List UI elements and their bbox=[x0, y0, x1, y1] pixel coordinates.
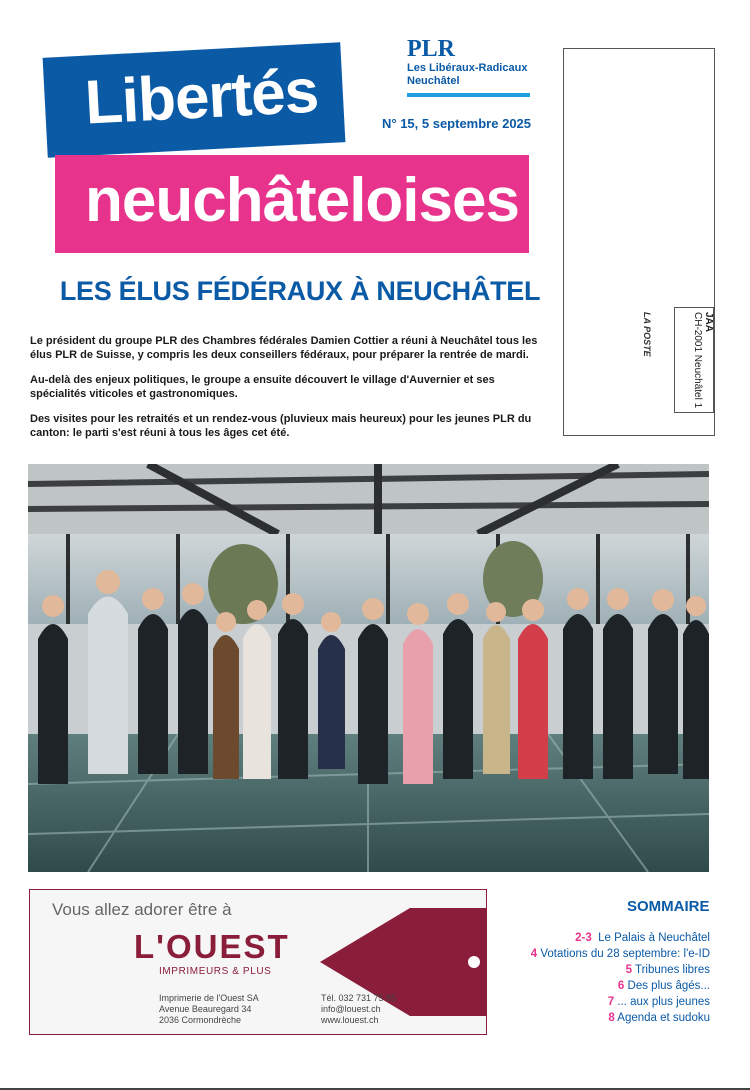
sommaire-list bbox=[500, 930, 710, 1026]
sommaire-item[interactable] bbox=[500, 1010, 710, 1026]
sommaire-label: Tribunes libres bbox=[635, 964, 710, 976]
sommaire-page: 2-3 bbox=[575, 932, 592, 944]
ad-phone: Tél. 032 731 75 85 bbox=[321, 993, 397, 1003]
ad-tagline: Vous allez adorer être à bbox=[52, 900, 232, 919]
ad-contact bbox=[321, 993, 396, 1026]
headline: LES ÉLUS FÉDÉRAUX À NEUCHÂTEL bbox=[59, 276, 541, 306]
issue-number: N° 15, 5 septembre 2025 bbox=[382, 116, 532, 131]
ad-brand: L'OUEST bbox=[134, 928, 290, 965]
sommaire-label: ... aux plus jeunes bbox=[617, 996, 710, 1008]
postage-code: JAA bbox=[703, 312, 714, 333]
la-poste-logo: LA POSTE bbox=[642, 312, 652, 357]
title-line2: neuchâteloises bbox=[85, 166, 519, 235]
paragraph-1: Le président du groupe PLR des Chambres fédérales Damien Cottier a réuni à Neuchâtel tous les élus PLR de Suisse, y compris les deux conseillers fédéraux, pour préparer la rentrée de mardi. bbox=[30, 335, 538, 361]
sommaire-item[interactable] bbox=[500, 946, 710, 962]
party-short: PLR bbox=[407, 36, 455, 62]
postage-office: CH-2001 Neuchâtel 1 bbox=[692, 312, 703, 409]
ad-address-line: Avenue Beauregard 34 bbox=[159, 1004, 252, 1014]
group-photo bbox=[28, 464, 709, 872]
sommaire-page: 8 bbox=[608, 1012, 615, 1024]
party-logo bbox=[407, 36, 532, 97]
sommaire-item[interactable] bbox=[500, 994, 710, 1010]
sommaire-page: 7 bbox=[607, 996, 615, 1008]
sommaire-label: Des plus âgés... bbox=[627, 980, 710, 992]
ad-address-line: 2036 Cormondrèche bbox=[159, 1015, 242, 1025]
party-name-line2: Neuchâtel bbox=[407, 75, 460, 87]
ad-website[interactable]: www.louest.ch bbox=[321, 1015, 379, 1025]
sommaire-page: 5 bbox=[625, 964, 632, 976]
group-photo-illustration bbox=[28, 464, 709, 872]
sommaire-title: SOMMAIRE bbox=[627, 898, 710, 915]
title-banner-pink bbox=[55, 155, 529, 253]
sommaire-page: 4 bbox=[530, 948, 538, 960]
sommaire-label: Le Palais à Neuchâtel bbox=[598, 932, 710, 944]
title-banner-blue bbox=[43, 42, 346, 157]
sommaire-page: 6 bbox=[617, 980, 625, 992]
postage-label bbox=[664, 312, 714, 462]
sommaire-item[interactable] bbox=[500, 978, 710, 994]
title-line1: Libertés bbox=[83, 56, 320, 138]
paragraph-3: Des visites pour les retraités et un rendez-vous (pluvieux mais heureux) pour les jeunes PLR du canton: le parti s'est réuni à tous les âges cet été. bbox=[30, 413, 532, 439]
sommaire-item[interactable] bbox=[500, 962, 710, 978]
sommaire-label: Agenda et sudoku bbox=[617, 1012, 710, 1024]
ad-address-line: Imprimerie de l'Ouest SA bbox=[159, 993, 259, 1003]
ad-address bbox=[159, 993, 259, 1026]
logo-rule bbox=[407, 93, 530, 97]
party-name-line1: Les Libéraux-Radicaux bbox=[407, 62, 528, 74]
sommaire-item[interactable] bbox=[500, 930, 710, 946]
ad-email[interactable]: info@louest.ch bbox=[321, 1004, 381, 1014]
ad-brand-subtitle: IMPRIMEURS & PLUS bbox=[159, 966, 272, 977]
paragraph-2: Au-delà des enjeux politiques, le groupe a ensuite découvert le village d'Auvernier et ses spécialités viticoles et gastronomiques. bbox=[30, 374, 495, 400]
sommaire-label: Votations du 28 septembre: l'e-ID bbox=[540, 948, 710, 960]
